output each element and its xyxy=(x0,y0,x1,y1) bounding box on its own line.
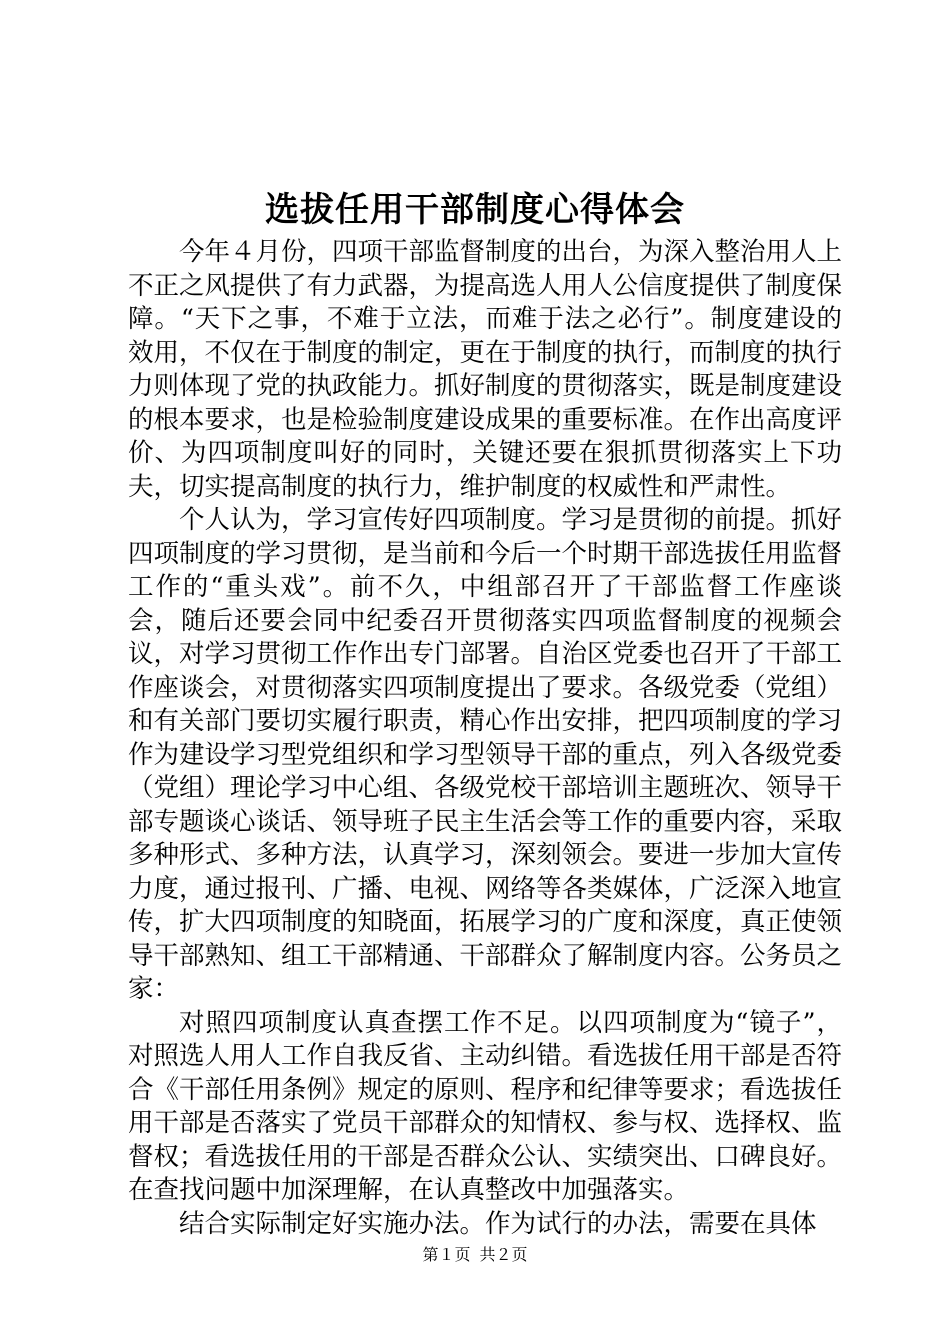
page-footer xyxy=(0,1243,950,1267)
paragraph-2: 个人认为，学习宣传好四项制度。学习是贯彻的前提。抓好四项制度的学习贯彻，是当前和今后一个时期干部选拔任用监督工作的“重头戏”。前不久，中组部召开了干部监督工作座谈会，随后还要会同中纪委召开贯彻落实四项监督制度的视频会议，对学习贯彻工作作出专门部署。自治区党委也召开了干部工作座谈会，对贯彻落实四项制度提出了要求。各级党委（党组）和有关部门要切实履行职责，精心作出安排，把四项制度的学习作为建设学习型党组织和学习型领导干部的重点，列入各级党委（党组）理论学习中心组、各级党校干部培训主题班次、领导干部专题谈心谈话、领导班子民主生活会等工作的重要内容，采取多种形式、多种方法，认真学习，深刻领会。要进一步加大宣传力度，通过报刊、广播、电视、网络等各类媒体，广泛深入地宣传，扩大四项制度的知晓面，拓展学习的广度和深度，真正使领导干部熟知、组工干部精通、干部群众了解制度内容。公务员之家： xyxy=(128,505,843,1004)
paragraph-1: 今年４月份，四项干部监督制度的出台，为深入整治用人上不正之风提供了有力武器，为提高选人用人公信度提供了制度保障。“天下之事，不难于立法，而难于法之必行”。制度建设的效用，不仅在于制度的制定，更在于制度的执行，而制度的执行力则体现了党的执政能力。抓好制度的贯彻落实，既是制度建设的根本要求，也是检验制度建设成果的重要标准。在作出高度评价、为四项制度叫好的同时，关键还要在狠抓贯彻落实上下功夫，切实提高制度的执行力，维护制度的权威性和严肃性。 xyxy=(128,237,843,502)
document-title: 选拔任用干部制度心得体会 xyxy=(265,190,685,230)
page-total: 共２页 xyxy=(479,1245,528,1264)
paragraph-4: 结合实际制定好实施办法。作为试行的办法，需要在具体 xyxy=(179,1208,817,1239)
page-number: 第１页 xyxy=(422,1245,471,1264)
paragraph-3: 对照四项制度认真查摆工作不足。以四项制度为“镜子”，对照选人用人工作自我反省、主动纠错。看选拔任用干部是否符合《干部任用条例》规定的原则、程序和纪律等要求；看选拔任用干部是否落实了党员干部群众的知情权、参与权、选择权、监督权；看选拔任用的干部是否群众公认、实绩突出、口碑良好。在查找问题中加深理解，在认真整改中加强落实。 xyxy=(128,1007,843,1205)
document-body xyxy=(128,236,842,1241)
